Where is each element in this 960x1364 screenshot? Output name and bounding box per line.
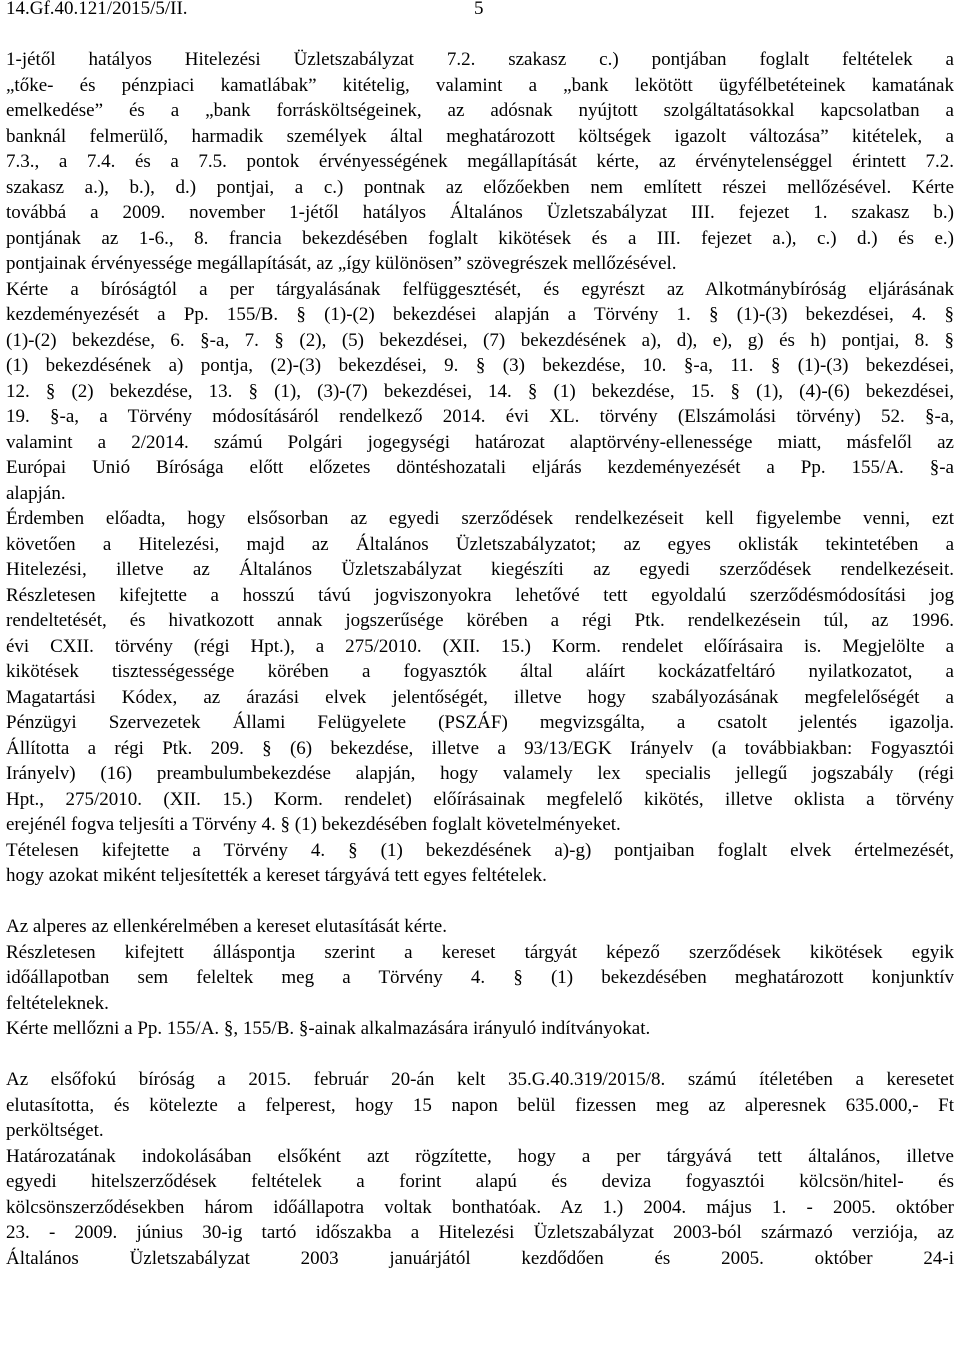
text-line: pontjának az 1-6., 8. francia bekezdésében foglalt kikötések és a III. fejezet a.), c.) d.) és e.): [6, 228, 954, 249]
case-number: 14.Gf.40.121/2015/5/II.: [6, 0, 188, 19]
text-line: Hpt., 275/2010. (XII. 15.) Korm. rendelet) előírásainak megfelelő kikötés, illetve oklista a törvény: [6, 789, 954, 810]
text-line: (1) bekezdésének a) pontja, (2)-(3) bekezdései, 9. § (3) bekezdése, 10. §-a, 11. § (1)-(3) bekezdései,: [6, 355, 954, 376]
text-line: Tételesen kifejtette a Törvény 4. § (1) bekezdésének a)-g) pontjaiban foglalt elvek értelmezését,: [6, 840, 954, 861]
text-line: 12. § (2) bekezdése, 13. § (1), (3)-(7) bekezdései, 14. § (1) bekezdése, 15. § (1), (4)-(6) bekezdései,: [6, 381, 954, 402]
text-line: Állította a régi Ptk. 209. § (6) bekezdése, illetve a 93/13/EGK Irányelv (a továbbiakban: Fogyasztói: [6, 738, 954, 759]
text-line: Érdemben előadta, hogy elsősorban az egyedi szerződések rendelkezéseit kell figyelembe venni, ezt: [6, 508, 954, 529]
text-line: Részletesen kifejtette a hosszú távú jogviszonyokra lehetővé tett egyoldalú szerződésmódosítási jog: [6, 585, 954, 606]
text-line: kölcsönszerződésekben három időállapotra voltak bonthatóak. Az 1.) 2004. május 1. - 2005. október: [6, 1197, 954, 1218]
text-line: Kérte a bíróságtól a per tárgyalásának felfüggesztését, és egyrészt az Alkotmánybíróság eljárásának: [6, 279, 954, 300]
text-line: (1)-(2) bekezdése, 6. §-a, 7. § (2), (5) bekezdései, (7) bekezdésének a), d), e), g) és h) pontjai, 8. §: [6, 330, 954, 351]
text-line: hogy azokat miként teljesítették a kereset tárgyává tett egyes feltételek.: [6, 865, 547, 886]
text-line: Kérte mellőzni a Pp. 155/A. §, 155/B. §-ainak alkalmazására irányuló indítványokat.: [6, 1018, 651, 1039]
text-line: továbbá a 2009. november 1-jétől hatályos Általános Üzletszabályzat III. fejezet 1. szakasz b.): [6, 202, 954, 223]
text-line: időállapotban sem feleltek meg a Törvény 4. § (1) bekezdésében meghatározott konjunktív: [6, 967, 954, 988]
text-line: „tőke- és pénzpiaci kamatlábak” kitételig, valamint a „bank lekötött ügyfélbetéteinek kamatának: [6, 75, 954, 96]
text-line: emelkedése” és a „bank forrásköltségeinek, az adósnak nyújtott szolgáltatásokkal kapcsolatban a: [6, 100, 954, 121]
text-line: Pénzügyi Szervezetek Állami Felügyelete (PSZÁF) megvizsgálta, a csatolt jelentés igazolja.: [6, 712, 954, 733]
text-line: pontjainak érvényessége megállapítását, az „így különösen” szövegrészek mellőzésével.: [6, 253, 677, 274]
text-line: elutasította, és kötelezte a felperest, hogy 15 napon belül fizessen meg az alperesnek 635.000,- Ft: [6, 1095, 954, 1116]
text-line: egyedi hitelszerződések feltételek a forint alapú és deviza fogyasztói kölcsön/hitel- és: [6, 1171, 954, 1192]
text-line: Hitelezési, illetve az Általános Üzletszabályzat kiegészíti az egyedi szerződések rendelkezéseit.: [6, 559, 954, 580]
text-line: Részletesen kifejtett álláspontja szerint a kereset tárgyát képező szerződések kikötések egyik: [6, 942, 954, 963]
text-line: kikötések tisztességessége körében a fogyasztók által aláírt kockázatfeltáró nyilatkozatot, a: [6, 661, 954, 682]
text-line: 19. §-a, a Törvény módosításáról rendelkező 2014. évi XL. törvény (Elszámolási törvény) 52. §-a,: [6, 406, 954, 427]
text-line: szakasz a.), b.), d.) pontjai, a c.) pontnak az előzőekben nem említett részei mellőzésével. Kérte: [6, 177, 954, 198]
page-number: 5: [474, 0, 484, 19]
text-line: 23. - 2009. június 30-ig tartó időszakba a Hitelezési Üzletszabályzat 2003-ból származó verziója, az: [6, 1222, 954, 1243]
text-line: követően a Hitelezési, majd az Általános Üzletszabályzatot; az egyes oklisták tekintetében a: [6, 534, 954, 555]
text-line: valamint a 2/2014. számú Polgári jogegységi határozat alaptörvény-ellenessége miatt, másfelől az: [6, 432, 954, 453]
text-line: Európai Unió Bírósága előtt előzetes döntéshozatali eljárás kezdeményezését a Pp. 155/A. §-a: [6, 457, 954, 478]
text-line: alapján.: [6, 483, 66, 504]
text-line: feltételeknek.: [6, 993, 109, 1014]
text-line: 1-jétől hatályos Hitelezési Üzletszabályzat 7.2. szakasz c.) pontjában foglalt feltételek a: [6, 49, 954, 70]
text-line: Irányelv) (16) preambulumbekezdése alapján, hogy valamely lex specialis jellegű jogszabály (régi: [6, 763, 954, 784]
text-line: perköltséget.: [6, 1120, 104, 1141]
text-line: banknál felmerülő, harmadik személyek által meghatározott költségek igazolt változása” kitételek, a: [6, 126, 954, 147]
text-line: Magatartási Kódex, az árazási elvek jelentőségét, illetve hogy szabályozásának megfelelőségét a: [6, 687, 954, 708]
text-line: Az elsőfokú bíróság a 2015. február 20-án kelt 35.G.40.319/2015/8. számú ítéletében a keresetet: [6, 1069, 954, 1090]
text-line: Az alperes az ellenkérelmében a kereset elutasítását kérte.: [6, 916, 447, 937]
text-line: 7.3., a 7.4. és a 7.5. pontok érvényességének megállapítását kérte, az érvénytelenséggel érintett 7.2.: [6, 151, 954, 172]
text-line: kezdeményezését a Pp. 155/B. § (1)-(2) bekezdései alapján a Törvény 1. § (1)-(3) bekezdései, 4. §: [6, 304, 954, 325]
text-line: erejénél fogva teljesíti a Törvény 4. § (1) bekezdésében foglalt követelményeket.: [6, 814, 621, 835]
text-line: Általános Üzletszabályzat 2003 januárjától kezdődően és 2005. október 24-i: [6, 1248, 954, 1269]
text-line: évi CXII. törvény (régi Hpt.), a 275/2010. (XII. 15.) Korm. rendelet előírásaira is. Megjelölte a: [6, 636, 954, 657]
text-line: Határozatának indokolásában elsőként azt rögzítette, hogy a per tárgyává tett általános, illetve: [6, 1146, 954, 1167]
text-line: rendeltetését, és hivatkozott annak jogszerűsége körében a régi Ptk. rendelkezésein túl, az 1996.: [6, 610, 954, 631]
